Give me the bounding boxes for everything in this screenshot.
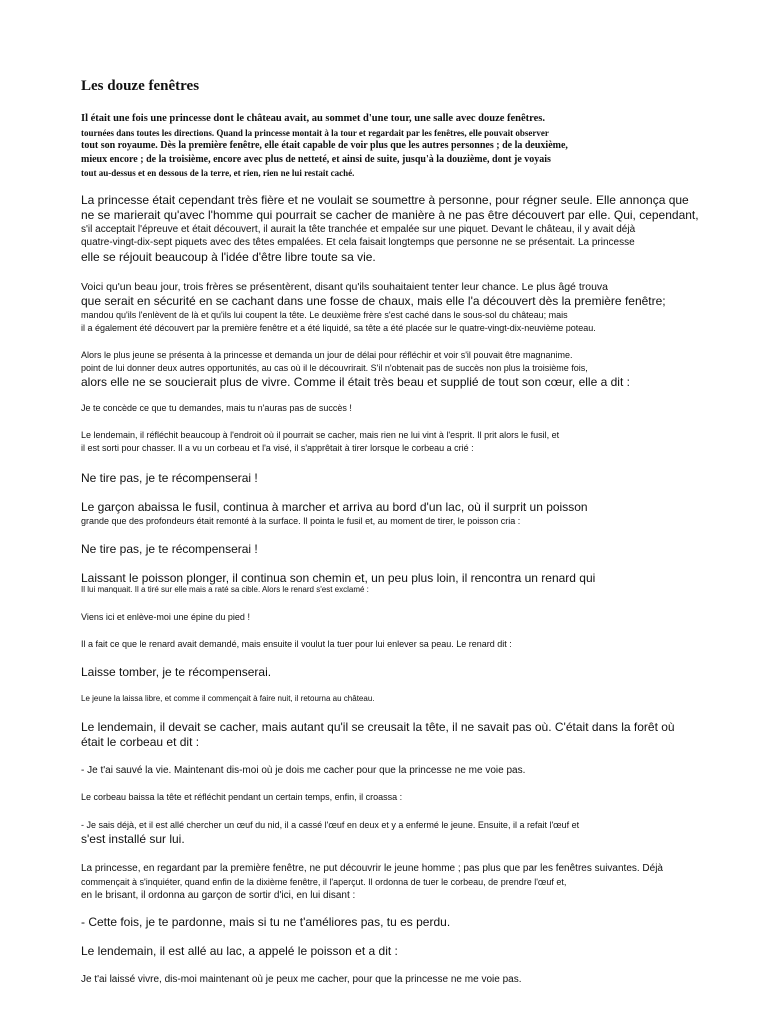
paragraph-16: Le corbeau baissa la tête et réfléchit pendant un certain temps, enfin, il croassa :	[81, 792, 403, 802]
paragraph-11: Il a fait ce que le renard avait demandé, mais ensuite il voulut la tuer pour lui enlever sa peau. Le renard dit :	[81, 638, 512, 649]
text-line: La princesse était cependant très fière et ne voulait se soumettre à personne, pour régner seule. Elle annonça que	[81, 192, 689, 207]
intro-line: tout son royaume. Dès la première fenêtre, elle était capable de voir plus que les autres personnes ; de la deuxième,	[81, 139, 568, 151]
text-line: en le brisant, il ordonna au garçon de sortir d'ici, en lui disant :	[81, 889, 356, 901]
intro-line: mieux encore ; de la troisième, encore avec plus de netteté, et ainsi de suite, jusqu'à la douzième, dont je voyais	[81, 153, 551, 165]
intro-paragraph	[81, 112, 691, 179]
document-page	[81, 76, 699, 987]
text-line: il est sorti pour chasser. Il a vu un corbeau et l'a visé, il s'apprêtait à tirer lorsque le corbeau a crié :	[81, 442, 474, 453]
text-line: s'il acceptait l'épreuve et était découvert, il aurait la tête tranchée et empalée sur une piquet. Devant le château, il y avait déjà	[81, 223, 636, 235]
intro-line: Il était une fois une princesse dont le château avait, au sommet d'une tour, une salle avec douze fenêtres.	[81, 113, 546, 124]
paragraph-21: Je t'ai laissé vivre, dis-moi maintenant où je peux me cacher, pour que la princesse ne me voie pas.	[81, 974, 522, 985]
text-line: - Je sais déjà, et il est allé chercher un œuf du nid, il a cassé l'œuf en deux et y a enfermé le jeune. Ensuite, il a refait l'œuf et	[81, 820, 580, 830]
intro-line: tournées dans toutes les directions. Quand la princesse montait à la tour et regardait par les fenêtres, elle pouvait observer	[81, 127, 549, 138]
paragraph-9	[81, 571, 691, 595]
paragraph-14	[81, 720, 691, 750]
text-line: Il lui manquait. Il a tiré sur elle mais a raté sa cible. Alors le renard s'est exclamé :	[81, 584, 369, 594]
paragraph-10: Viens ici et enlève-moi une épine du pied !	[81, 611, 250, 622]
text-line: point de lui donner deux autres opportunités, au cas où il le découvrirait. S'il n'obtenait pas de succès non plus la troisième fois,	[81, 362, 588, 373]
text-line: commençait à s'inquiéter, quand enfin de la dixième fenêtre, il l'aperçut. Il ordonna de tuer le corbeau, de prendre l'œuf et,	[81, 876, 567, 887]
text-line: La princesse, en regardant par la première fenêtre, ne put découvrir le jeune homme ; pas plus que par les fenêtres suivantes. Déjà	[81, 863, 663, 874]
paragraph-15: - Je t'ai sauvé la vie. Maintenant dis-moi où je dois me cacher pour que la princesse ne me voie pas.	[81, 764, 526, 776]
text-line: elle se réjouit beaucoup à l'idée d'être libre toute sa vie.	[81, 249, 376, 264]
text-line: alors elle ne se soucierait plus de vivre. Comme il était très beau et supplié de tout son cœur, elle a dit :	[81, 374, 630, 389]
paragraph-7	[81, 500, 691, 528]
document-title: Les douze fenêtres	[81, 78, 200, 94]
paragraph-18	[81, 862, 691, 902]
paragraph-8: Ne tire pas, je te récompenserai !	[81, 541, 258, 556]
text-line: que serait en sécurité en se cachant dans une fosse de chaux, mais elle l'a découvert dès la première fenêtre;	[81, 293, 666, 308]
text-line: Laissant le poisson plonger, il continua son chemin et, un peu plus loin, il rencontra un renard qui	[81, 570, 596, 585]
text-line: Le garçon abaissa le fusil, continua à marcher et arriva au bord d'un lac, où il surprit un poisson	[81, 499, 588, 514]
paragraph-1	[81, 192, 699, 265]
paragraph-19: - Cette fois, je te pardonne, mais si tu ne t'améliores pas, tu es perdu.	[81, 915, 451, 929]
paragraph-4: Je te concède ce que tu demandes, mais tu n'auras pas de succès !	[81, 402, 352, 413]
text-line: grande que des profondeurs était remonté à la surface. Il pointa le fusil et, au moment de tirer, le poisson cria :	[81, 515, 521, 526]
text-line: mandou qu'ils l'enlèvent de là et qu'ils lui coupent la tête. Le deuxième frère s'est caché dans le sous-sol du château; mais	[81, 309, 568, 320]
paragraph-2	[81, 280, 691, 335]
text-line: Le lendemain, il devait se cacher, mais autant qu'il se creusait la tête, il ne savait pas où. C'était dans la forêt où	[81, 719, 675, 734]
text-line: quatre-vingt-dix-sept piquets avec des têtes empalées. Et cela faisait longtemps que personne ne se présentait. La princesse	[81, 237, 635, 248]
text-line: Voici qu'un beau jour, trois frères se présentèrent, disant qu'ils souhaitaient tenter leur chance. Le plus âgé trouva	[81, 280, 608, 293]
paragraph-3	[81, 349, 691, 390]
text-line: était le corbeau et dit :	[81, 734, 200, 749]
paragraph-17	[81, 819, 691, 847]
intro-line: tout au-dessus et en dessous de la terre, et rien, rien ne lui restait caché.	[81, 167, 355, 178]
paragraph-6: Ne tire pas, je te récompenserai !	[81, 470, 258, 485]
paragraph-20: Le lendemain, il est allé au lac, a appelé le poisson et a dit :	[81, 944, 398, 958]
text-line: ne se marierait qu'avec l'homme qui pourrait se cacher de manière à ne pas être découvert par elle. Qui, cependant,	[81, 207, 699, 222]
text-line: Alors le plus jeune se présenta à la princesse et demanda un jour de délai pour réfléchir et voir s'il pouvait être magnanime.	[81, 349, 573, 360]
text-line: Le lendemain, il réfléchit beaucoup à l'endroit où il pourrait se cacher, mais rien ne lui vint à l'esprit. Il prit alors le fusil, et	[81, 429, 560, 440]
text-line: s'est installé sur lui.	[81, 832, 185, 846]
text-line: il a également été découvert par la première fenêtre et a été liquidé, sa tête a été placée sur le quatre-vingt-dix-neuvième poteau.	[81, 322, 596, 333]
paragraph-13: Le jeune la laissa libre, et comme il commençait à faire nuit, il retourna au château.	[81, 693, 375, 703]
paragraph-12: Laisse tomber, je te récompenserai.	[81, 664, 272, 679]
paragraph-5	[81, 429, 691, 455]
